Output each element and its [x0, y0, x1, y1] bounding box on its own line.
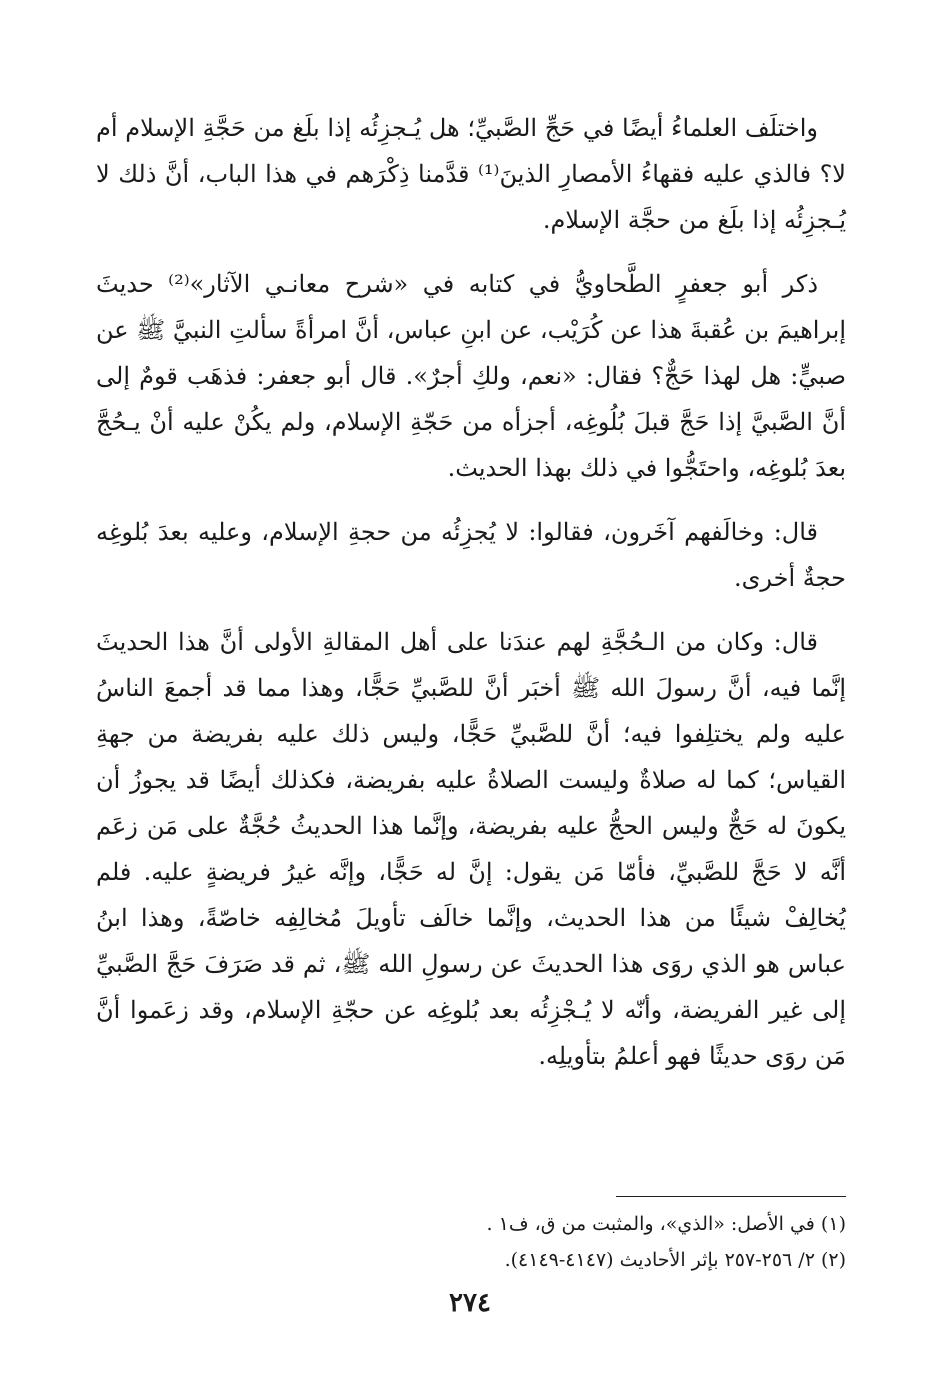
page-number: ٢٧٤	[449, 1288, 491, 1318]
footnote-divider	[616, 1196, 846, 1197]
main-text	[96, 105, 846, 1097]
footnote-1: (١) في الأصل: «الذي»، والمثبت من ق، ف١ .	[486, 1213, 846, 1235]
paragraph-4: قال: وكان من الـحُجَّةِ لهم عندَنا على أهل المقالةِ الأولى أنَّ هذا الحديثَ إنَّما فيه، أنَّ رسولَ الله ﷺ أخبَر أنَّ للصَّبيِّ حَجًّا، وهذا مما قد أجمعَ الناسُ عليه ولم يختلِفوا فيه؛ أنَّ للصَّبيِّ حَجًّا، وليس ذلك عليه بفريضة من جهةِ القياس؛ كما له صلاةٌ وليست الصلاةُ عليه بفريضة، فكذلك أيضًا قد يجوزُ أن يكونَ له حَجٌّ وليس الحجُّ عليه بفريضة، وإنَّما هذا الحديثُ حُجَّةٌ على مَن زعَم أنَّه لا حَجَّ للصَّبيِّ، فأمّا مَن يقول: إنَّ له حَجًّا، وإنَّه غيرُ فريضةٍ عليه. فلم يُخالِفْ شيئًا من هذا الحديث، وإنَّما خالَف تأويلَ مُخالِفِه خاصّةً، وهذا ابنُ عباس هو الذي روَى هذا الحديثَ عن رسولِ الله ﷺ، ثم قد صَرَفَ حَجَّ الصَّبيِّ إلى غير الفريضة، وأنّه لا يُـجْزِئُه بعد بُلوغِه عن حجّةِ الإسلام، وقد زعَموا أنَّ مَن روَى حديثًا فهو أعلمُ بتأويلِه.	[96, 628, 847, 1070]
paragraph-2: ذكر أبو جعفرٍ الطَّحاويُّ في كتابه في «شرح معانـي الآثار»⁽²⁾ حديثَ إبراهيمَ بن عُقبةَ هذا عن كُرَيْب، عن ابنِ عباس، أنَّ امرأةً سألتِ النبيَّ ﷺ عن صبيٍّ: هل لهذا حَجٌّ؟ فقال: «نعم، ولكِ أجرٌ». قال أبو جعفر: فذهَب قومٌ إلى أنَّ الصَّبيَّ إذا حَجَّ قبلَ بُلُوغِه، أجزأه من حَجّةِ الإسلام، ولم يكُنْ عليه أنْ يـحُجَّ بعدَ بُلوغِه، واحتَجُّوا في ذلك بهذا الحديث.	[96, 270, 846, 482]
footnotes	[96, 1206, 846, 1278]
paragraph-3: قال: وخالَفهم آخَرون، فقالوا: لا يُجزِئُه من حجةِ الإسلام، وعليه بعدَ بُلوغِه حجةٌ أخرى.	[96, 518, 846, 592]
paragraph-1: واختلَف العلماءُ أيضًا في حَجِّ الصَّبيِّ؛ هل يُـجزِئُه إذا بلَغ من حَجَّةِ الإسلام أم لا؟ فالذي عليه فقهاءُ الأمصارِ الذينَ⁽¹⁾ قدَّمنا ذِكْرَهم في هذا الباب، أنَّ ذلك لا يُـجزِئُه إذا بلَغ من حجَّة الإسلام.	[96, 114, 846, 234]
footnote-2: (٢) ٢/ ٢٥٦-٢٥٧ بإثر الأحاديث (٤١٤٧-٤١٤٩).	[504, 1249, 846, 1271]
